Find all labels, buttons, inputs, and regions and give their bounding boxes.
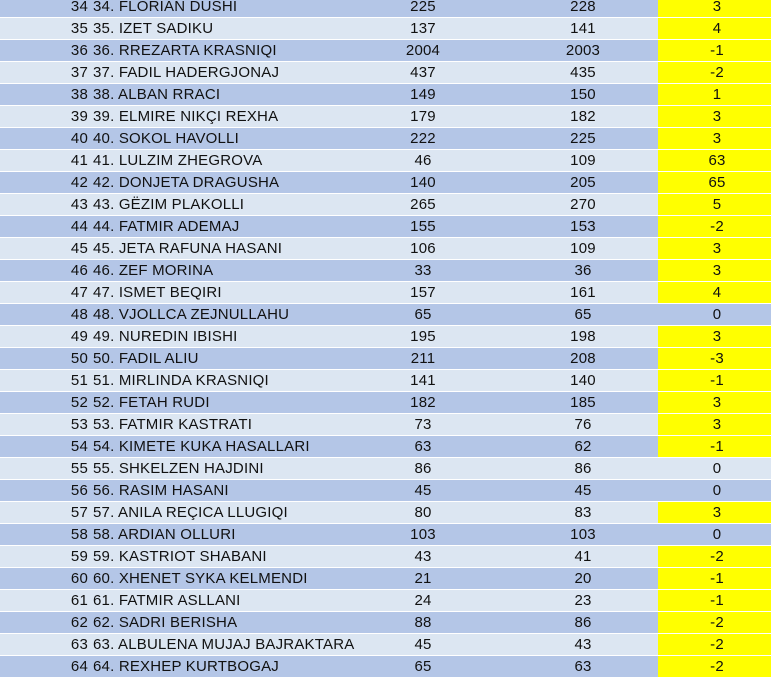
votes-first-count-cell[interactable]: 24 (414, 592, 432, 609)
votes-first-count-cell[interactable]: 265 (410, 196, 436, 213)
candidate-name-cell[interactable]: 62. SADRI BERISHA (93, 614, 238, 631)
vote-difference-cell[interactable]: -2 (658, 656, 771, 677)
votes-first-count-cell[interactable]: 33 (414, 262, 432, 279)
table-row (0, 546, 771, 568)
table-row (0, 260, 771, 282)
vote-difference-cell[interactable]: 63 (658, 150, 771, 171)
candidate-name-cell[interactable]: 51. MIRLINDA KRASNIQI (93, 372, 269, 389)
table-row (0, 282, 771, 304)
votes-second-count-cell[interactable]: 208 (570, 350, 596, 367)
candidate-name-cell[interactable]: 46. ZEF MORINA (93, 262, 214, 279)
row-number-cell[interactable]: 43 (70, 196, 88, 213)
votes-first-count-cell[interactable]: 157 (410, 284, 436, 301)
votes-first-count-cell[interactable]: 88 (414, 614, 432, 631)
row-number-cell[interactable]: 45 (70, 240, 88, 257)
row-number-cell[interactable]: 49 (70, 328, 88, 345)
votes-second-count-cell[interactable]: 182 (570, 108, 596, 125)
votes-second-count-cell[interactable]: 62 (574, 438, 592, 455)
votes-first-count-cell[interactable]: 179 (410, 108, 436, 125)
votes-second-count-cell[interactable]: 86 (574, 614, 592, 631)
votes-second-count-cell[interactable]: 150 (570, 86, 596, 103)
table-row (0, 612, 771, 634)
table-row (0, 524, 771, 546)
row-number-cell[interactable]: 61 (70, 592, 88, 609)
vote-difference-cell[interactable]: 3 (658, 0, 771, 17)
candidate-name-cell[interactable]: 41. LULZIM ZHEGROVA (93, 152, 263, 169)
vote-difference-cell[interactable]: 3 (658, 238, 771, 259)
votes-second-count-cell[interactable]: 86 (574, 460, 592, 477)
table-row (0, 0, 771, 18)
vote-difference-cell[interactable]: -1 (658, 590, 771, 611)
votes-second-count-cell[interactable]: 185 (570, 394, 596, 411)
vote-difference-cell[interactable]: -1 (658, 436, 771, 457)
row-number-cell[interactable]: 37 (70, 64, 88, 81)
table-row (0, 150, 771, 172)
row-number-cell[interactable]: 58 (70, 526, 88, 543)
candidate-name-cell[interactable]: 60. XHENET SYKA KELMENDI (93, 570, 308, 587)
vote-difference-cell[interactable]: 1 (658, 84, 771, 105)
row-number-cell[interactable]: 64 (70, 658, 88, 675)
row-number-cell[interactable]: 35 (70, 20, 88, 37)
votes-first-count-cell[interactable]: 211 (410, 350, 436, 367)
votes-second-count-cell[interactable]: 20 (574, 570, 592, 587)
candidate-name-cell[interactable]: 43. GËZIM PLAKOLLI (93, 196, 245, 213)
candidate-name-cell[interactable]: 44. FATMIR ADEMAJ (93, 218, 240, 235)
candidate-name-cell[interactable]: 53. FATMIR KASTRATI (93, 416, 253, 433)
candidate-name-cell[interactable]: 40. SOKOL HAVOLLI (93, 130, 239, 147)
row-number-cell[interactable]: 63 (70, 636, 88, 653)
votes-first-count-cell[interactable]: 106 (410, 240, 436, 257)
table-row (0, 590, 771, 612)
row-number-cell[interactable]: 51 (70, 372, 88, 389)
vote-difference-cell[interactable]: 0 (712, 482, 722, 499)
votes-first-count-cell[interactable]: 46 (414, 152, 432, 169)
table-row (0, 414, 771, 436)
votes-second-count-cell[interactable]: 228 (570, 0, 596, 15)
candidate-name-cell[interactable]: 57. ANILA REÇICA LLUGIQI (93, 504, 288, 521)
row-number-cell[interactable]: 44 (70, 218, 88, 235)
votes-second-count-cell[interactable]: 141 (570, 20, 596, 37)
votes-second-count-cell[interactable]: 76 (574, 416, 592, 433)
vote-difference-cell[interactable]: -2 (658, 612, 771, 633)
row-number-cell[interactable]: 52 (70, 394, 88, 411)
votes-first-count-cell[interactable]: 80 (414, 504, 432, 521)
table-row (0, 194, 771, 216)
votes-second-count-cell[interactable]: 43 (574, 636, 592, 653)
row-number-cell[interactable]: 47 (70, 284, 88, 301)
row-number-cell[interactable]: 34 (70, 0, 88, 15)
row-number-cell[interactable]: 54 (70, 438, 88, 455)
row-number-cell[interactable]: 50 (70, 350, 88, 367)
votes-second-count-cell[interactable]: 270 (570, 196, 596, 213)
table-row (0, 40, 771, 62)
votes-first-count-cell[interactable]: 155 (410, 218, 436, 235)
table-row (0, 502, 771, 524)
candidate-name-cell[interactable]: 39. ELMIRE NIKÇI REXHA (93, 108, 279, 125)
vote-difference-cell[interactable]: 0 (712, 460, 722, 477)
vote-difference-cell[interactable]: -2 (658, 62, 771, 83)
candidate-name-cell[interactable]: 63. ALBULENA MUJAJ BAJRAKTARA (93, 636, 355, 653)
candidate-name-cell[interactable]: 61. FATMIR ASLLANI (93, 592, 241, 609)
table-row (0, 18, 771, 40)
row-number-cell[interactable]: 55 (70, 460, 88, 477)
votes-second-count-cell[interactable]: 109 (570, 240, 596, 257)
vote-difference-cell[interactable]: -2 (658, 216, 771, 237)
votes-second-count-cell[interactable]: 83 (574, 504, 592, 521)
votes-first-count-cell[interactable]: 137 (410, 20, 436, 37)
votes-first-count-cell[interactable]: 437 (410, 64, 436, 81)
table-row (0, 348, 771, 370)
candidate-name-cell[interactable]: 48. VJOLLCA ZEJNULLAHU (93, 306, 290, 323)
votes-first-count-cell[interactable]: 73 (414, 416, 432, 433)
table-row (0, 458, 771, 480)
vote-difference-cell[interactable]: -2 (658, 546, 771, 567)
votes-second-count-cell[interactable]: 65 (574, 306, 592, 323)
votes-second-count-cell[interactable]: 109 (570, 152, 596, 169)
votes-first-count-cell[interactable]: 2004 (405, 42, 441, 59)
vote-difference-cell[interactable]: 3 (658, 392, 771, 413)
vote-difference-cell[interactable]: -1 (658, 40, 771, 61)
table-row (0, 84, 771, 106)
votes-second-count-cell[interactable]: 161 (570, 284, 596, 301)
candidate-name-cell[interactable]: 49. NUREDIN IBISHI (93, 328, 238, 345)
vote-difference-cell[interactable]: 0 (712, 306, 722, 323)
votes-first-count-cell[interactable]: 45 (414, 636, 432, 653)
votes-first-count-cell[interactable]: 141 (410, 372, 436, 389)
row-number-cell[interactable]: 48 (70, 306, 88, 323)
votes-second-count-cell[interactable]: 2003 (565, 42, 601, 59)
vote-difference-cell[interactable]: -3 (658, 348, 771, 369)
row-number-cell[interactable]: 56 (70, 482, 88, 499)
vote-difference-cell[interactable]: 65 (658, 172, 771, 193)
vote-difference-cell[interactable]: -2 (658, 634, 771, 655)
vote-difference-cell[interactable]: 3 (658, 414, 771, 435)
votes-first-count-cell[interactable]: 86 (414, 460, 432, 477)
candidate-name-cell[interactable]: 50. FADIL ALIU (93, 350, 199, 367)
candidate-name-cell[interactable]: 64. REXHEP KURTBOGAJ (93, 658, 280, 675)
candidate-name-cell[interactable]: 37. FADIL HADERGJONAJ (93, 64, 280, 81)
votes-second-count-cell[interactable]: 435 (570, 64, 596, 81)
vote-difference-cell[interactable]: 3 (658, 128, 771, 149)
candidate-name-cell[interactable]: 38. ALBAN RRACI (93, 86, 221, 103)
vote-difference-cell[interactable]: 4 (658, 18, 771, 39)
votes-first-count-cell[interactable]: 45 (414, 482, 432, 499)
candidate-name-cell[interactable]: 55. SHKELZEN HAJDINI (93, 460, 264, 477)
votes-first-count-cell[interactable]: 103 (410, 526, 436, 543)
vote-difference-cell[interactable]: 3 (658, 106, 771, 127)
row-number-cell[interactable]: 40 (70, 130, 88, 147)
vote-difference-cell[interactable]: 3 (658, 260, 771, 281)
row-number-cell[interactable]: 41 (70, 152, 88, 169)
row-number-cell[interactable]: 53 (70, 416, 88, 433)
row-number-cell[interactable]: 59 (70, 548, 88, 565)
votes-second-count-cell[interactable]: 205 (570, 174, 596, 191)
table-row (0, 216, 771, 238)
votes-first-count-cell[interactable]: 195 (410, 328, 436, 345)
table-row (0, 436, 771, 458)
row-number-cell[interactable]: 57 (70, 504, 88, 521)
vote-difference-cell[interactable]: 4 (658, 282, 771, 303)
candidate-name-cell[interactable]: 47. ISMET BEQIRI (93, 284, 222, 301)
row-number-cell[interactable]: 36 (70, 42, 88, 59)
table-row (0, 480, 771, 502)
table-row (0, 304, 771, 326)
candidate-name-cell[interactable]: 58. ARDIAN OLLURI (93, 526, 236, 543)
row-number-cell[interactable]: 42 (70, 174, 88, 191)
table-row (0, 62, 771, 84)
votes-first-count-cell[interactable]: 140 (410, 174, 436, 191)
vote-difference-cell[interactable]: 0 (712, 526, 722, 543)
votes-first-count-cell[interactable]: 63 (414, 438, 432, 455)
votes-second-count-cell[interactable]: 63 (574, 658, 592, 675)
table-row (0, 106, 771, 128)
table-row (0, 172, 771, 194)
votes-second-count-cell[interactable]: 225 (570, 130, 596, 147)
row-number-cell[interactable]: 60 (70, 570, 88, 587)
vote-difference-cell[interactable]: -1 (658, 370, 771, 391)
votes-second-count-cell[interactable]: 103 (570, 526, 596, 543)
candidate-name-cell[interactable]: 54. KIMETE KUKA HASALLARI (93, 438, 310, 455)
votes-first-count-cell[interactable]: 182 (410, 394, 436, 411)
table-row (0, 128, 771, 150)
votes-first-count-cell[interactable]: 225 (410, 0, 436, 15)
row-number-cell[interactable]: 38 (70, 86, 88, 103)
vote-difference-cell[interactable]: 3 (658, 502, 771, 523)
candidate-name-cell[interactable]: 56. RASIM HASANI (93, 482, 229, 499)
table-row (0, 370, 771, 392)
votes-second-count-cell[interactable]: 36 (574, 262, 592, 279)
vote-difference-cell[interactable]: 3 (658, 326, 771, 347)
table-row (0, 326, 771, 348)
candidate-name-cell[interactable]: 45. JETA RAFUNA HASANI (93, 240, 283, 257)
row-number-cell[interactable]: 46 (70, 262, 88, 279)
votes-second-count-cell[interactable]: 41 (574, 548, 592, 565)
vote-difference-cell[interactable]: -1 (658, 568, 771, 589)
table-row (0, 238, 771, 260)
votes-first-count-cell[interactable]: 222 (410, 130, 436, 147)
votes-first-count-cell[interactable]: 43 (414, 548, 432, 565)
candidate-name-cell[interactable]: 34. FLORIAN DUSHI (93, 0, 238, 15)
votes-second-count-cell[interactable]: 153 (570, 218, 596, 235)
table-row (0, 634, 771, 656)
votes-first-count-cell[interactable]: 149 (410, 86, 436, 103)
table-row (0, 568, 771, 590)
candidate-name-cell[interactable]: 42. DONJETA DRAGUSHA (93, 174, 280, 191)
candidate-name-cell[interactable]: 52. FETAH RUDI (93, 394, 210, 411)
votes-second-count-cell[interactable]: 23 (574, 592, 592, 609)
votes-second-count-cell[interactable]: 198 (570, 328, 596, 345)
row-number-cell[interactable]: 39 (70, 108, 88, 125)
votes-second-count-cell[interactable]: 140 (570, 372, 596, 389)
votes-first-count-cell[interactable]: 21 (414, 570, 432, 587)
votes-first-count-cell[interactable]: 65 (414, 658, 432, 675)
candidate-name-cell[interactable]: 59. KASTRIOT SHABANI (93, 548, 267, 565)
table-row (0, 392, 771, 414)
votes-second-count-cell[interactable]: 45 (574, 482, 592, 499)
candidate-name-cell[interactable]: 36. RREZARTA KRASNIQI (93, 42, 277, 59)
row-number-cell[interactable]: 62 (70, 614, 88, 631)
vote-difference-cell[interactable]: 5 (658, 194, 771, 215)
table-row (0, 656, 771, 678)
candidate-name-cell[interactable]: 35. IZET SADIKU (93, 20, 214, 37)
votes-first-count-cell[interactable]: 65 (414, 306, 432, 323)
